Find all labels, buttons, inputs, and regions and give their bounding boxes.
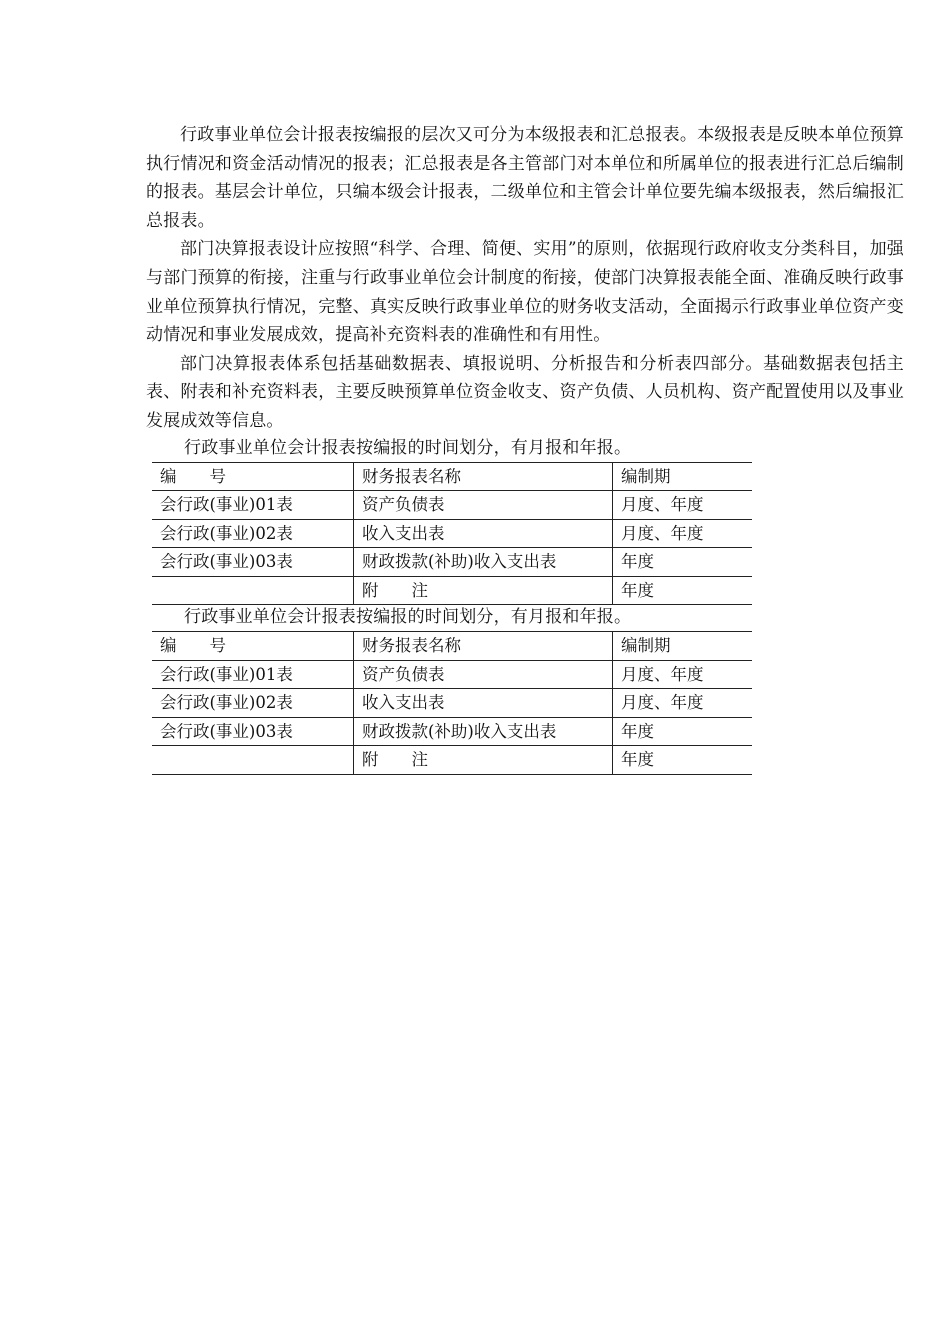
report-table xyxy=(152,631,752,775)
document-body xyxy=(146,121,904,775)
table-row xyxy=(152,746,752,775)
cell-period: 年度 xyxy=(613,717,753,746)
cell-report-name: 收入支出表 xyxy=(354,519,613,548)
header-cell-report-name: 财务报表名称 xyxy=(354,632,613,661)
cell-number: 会行政(事业)03表 xyxy=(152,548,354,577)
table-header-row xyxy=(152,632,752,661)
cell-report-name: 资产负债表 xyxy=(354,491,613,520)
table-row xyxy=(152,576,752,605)
header-cell-number: 编 号 xyxy=(152,632,354,661)
table-row xyxy=(152,548,752,577)
cell-period: 年度 xyxy=(613,576,753,605)
cell-period: 年度 xyxy=(613,548,753,577)
table-header-row xyxy=(152,462,752,491)
cell-period: 月度、年度 xyxy=(613,519,753,548)
cell-report-name: 附 注 xyxy=(354,746,613,775)
paragraph-report-levels: 行政事业单位会计报表按编报的层次又可分为本级报表和汇总报表。本级报表是反映本单位预算执行情况和资金活动情况的报表；汇总报表是各主管部门对本单位和所属单位的报表进行汇总后编制的报表。基层会计单位，只编本级会计报表，二级单位和主管会计单位要先编本级报表，然后编报汇总报表。 xyxy=(146,125,904,231)
header-cell-period: 编制期 xyxy=(613,462,753,491)
cell-number xyxy=(152,746,354,775)
table-row xyxy=(152,689,752,718)
cell-report-name: 收入支出表 xyxy=(354,689,613,718)
report-table-block-1 xyxy=(152,436,752,606)
cell-report-name: 附 注 xyxy=(354,576,613,605)
table-row xyxy=(152,717,752,746)
cell-number: 会行政(事业)01表 xyxy=(152,660,354,689)
cell-number: 会行政(事业)03表 xyxy=(152,717,354,746)
table-caption: 行政事业单位会计报表按编报的时间划分，有月报和年报。 xyxy=(184,437,632,458)
report-table xyxy=(152,462,752,606)
cell-report-name: 财政拨款(补助)收入支出表 xyxy=(354,548,613,577)
header-cell-period: 编制期 xyxy=(613,632,753,661)
header-cell-number: 编 号 xyxy=(152,462,354,491)
cell-number: 会行政(事业)01表 xyxy=(152,491,354,520)
cell-period: 月度、年度 xyxy=(613,491,753,520)
cell-period: 年度 xyxy=(613,746,753,775)
table-row xyxy=(152,491,752,520)
table-caption: 行政事业单位会计报表按编报的时间划分，有月报和年报。 xyxy=(184,607,632,628)
cell-number: 会行政(事业)02表 xyxy=(152,519,354,548)
paragraph-design-principles: 部门决算报表设计应按照“科学、合理、简便、实用”的原则，依据现行政府收支分类科目，加强与部门预算的衔接，注重与行政事业单位会计制度的衔接，使部门决算报表能全面、准确反映行政事业单位预算执行情况，完整、真实反映行政事业单位的财务收支活动，全面揭示行政事业单位资产变动情况和事业发展成效，提高补充资料表的准确性和有用性。 xyxy=(146,239,904,346)
report-table-block-2 xyxy=(152,605,752,775)
cell-period: 月度、年度 xyxy=(613,689,753,718)
cell-number xyxy=(152,576,354,605)
header-cell-report-name: 财务报表名称 xyxy=(354,462,613,491)
cell-period: 月度、年度 xyxy=(613,660,753,689)
cell-report-name: 财政拨款(补助)收入支出表 xyxy=(354,717,613,746)
table-row xyxy=(152,519,752,548)
paragraph-report-system: 部门决算报表体系包括基础数据表、填报说明、分析报告和分析表四部分。基础数据表包括主表、附表和补充资料表，主要反映预算单位资金收支、资产负债、人员机构、资产配置使用以及事业发展成效等信息。 xyxy=(146,353,904,431)
table-row xyxy=(152,660,752,689)
cell-report-name: 资产负债表 xyxy=(354,660,613,689)
cell-number: 会行政(事业)02表 xyxy=(152,689,354,718)
